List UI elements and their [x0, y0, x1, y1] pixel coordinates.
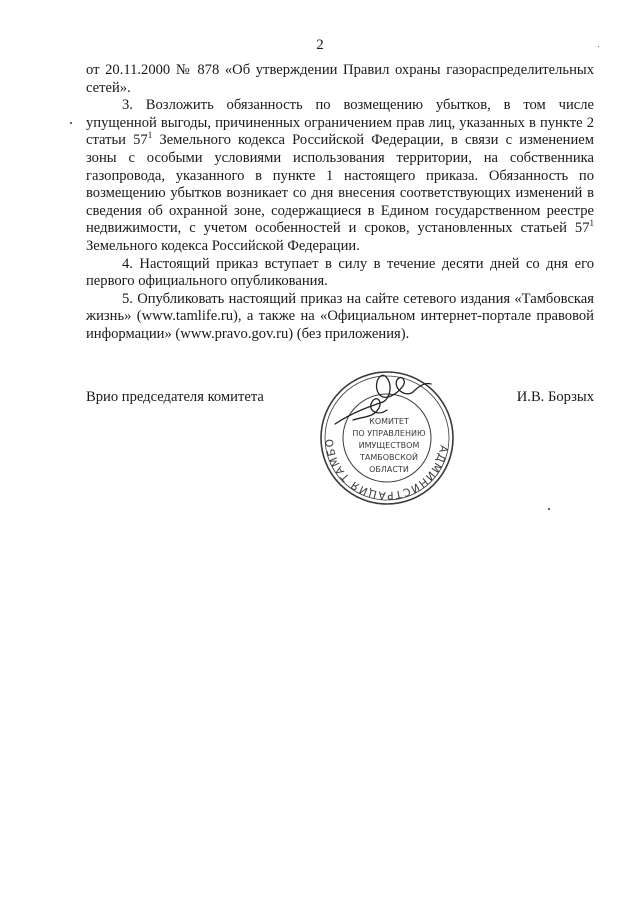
- seal-ring-text: АДМИНИСТРАЦИЯ ТАМБО: [323, 437, 450, 502]
- document-body: [86, 62, 594, 344]
- scan-speck: [548, 508, 550, 510]
- seal-line-4: ТАМБОВСКОЙ: [359, 453, 419, 462]
- scan-speck: [598, 46, 599, 47]
- seal-graphic: [313, 364, 461, 512]
- paragraph-item-3: 3. Возложить обязанность по возмещению убытков, в том числе упущенной выгоды, причиненных ограничением прав лиц, указанных в пункте 2 статьи $57^1$ Земельного кодекса Российской Федерации, в связи с изменением зоны с особыми условиями использования территории, на собственника газопровода, указанного в пункте 1 настоящего приказа. Обязанность по возмещению убытков возникает со дня внесения соответствующих изменений в сведения об охранной зоне, содержащиеся в Едином государственном реестре недвижимости, с учетом особенностей и сроков, установленных статьей $57^1$ Земельного кодекса Российской Федерации.: [86, 97, 594, 254]
- scan-speck: [70, 122, 72, 124]
- seal-line-1: КОМИТЕТ: [369, 417, 409, 426]
- paragraph-item-4: 4. Настоящий приказ вступает в силу в течение десяти дней со дня его первого официального опубликования.: [86, 255, 594, 290]
- paragraph-continuation: от 20.11.2000 № 878 «Об утверждении Правил охраны газораспределительных сетей».: [86, 62, 594, 96]
- seal-line-2: ПО УПРАВЛЕНИЮ: [352, 429, 426, 438]
- page-number: 2: [316, 37, 324, 53]
- seal-center-text: [352, 417, 426, 474]
- seal-line-3: ИМУЩЕСТВОМ: [358, 441, 420, 450]
- official-seal-stamp: [313, 364, 461, 512]
- signer-name: И.В. Борзых: [516, 389, 594, 405]
- seal-line-5: ОБЛАСТИ: [369, 465, 409, 474]
- paragraph-item-5: 5. Опубликовать настоящий приказ на сайте сетевого издания «Тамбовская жизнь» (www.tamlife.ru), а также на «Официальном интернет-портале правовой информации» (www.pravo.gov.ru) (без приложения).: [86, 290, 594, 342]
- signer-title: Врио председателя комитета: [86, 389, 264, 405]
